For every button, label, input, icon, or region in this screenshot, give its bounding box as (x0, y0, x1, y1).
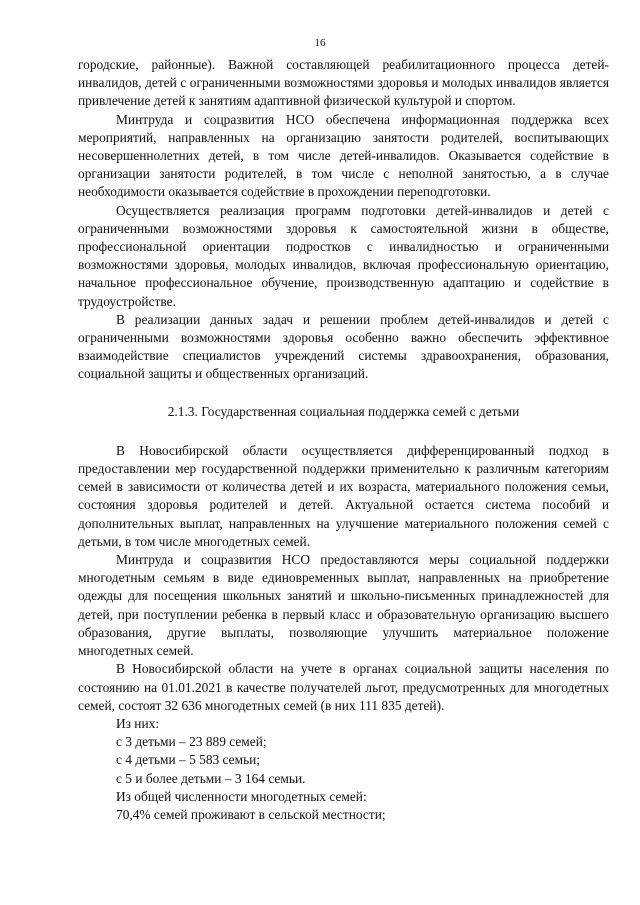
page-number: 16 (314, 37, 326, 49)
paragraph-social-support-measures: Минтруда и соцразвития НСО предоставляются меры социальной поддержки многодетным семьям в виде единовременных выплат, направленных на приобретение одежды для посещения школьных занятий и школьно-письменных принадлежностей для детей, при поступлении ребенка в первый класс и образовательную организацию высшего образования, другие выплаты, позволяющие улучшить материальное положение многодетных семей. (78, 552, 609, 659)
paragraph-info-support: Минтруда и соцразвития НСО обеспечена информационная поддержка всех мероприятий, направленных на организацию занятости родителей, воспитывающих несовершеннолетних детей, в том числе детей-инвалидов. Оказывается содействие в организации занятости родителей, в том числе с неполной занятостью, а в случае необходимости оказывается содействие в прохождении переподготовки. (78, 111, 609, 200)
list-line: с 4 детьми – 5 583 семьи; (116, 752, 261, 768)
paragraph-training-programs: Осуществляется реализация программ подготовки детей-инвалидов и детей с ограниченными возможностями здоровья к самостоятельной жизни в обществе, профессиональной ориентации подростков с инвалидностью и ограниченными возможностями здоровья, молодых инвалидов, включая профессиональную ориентацию, начальное профессиональное обучение, производственную адаптацию и содействие в трудоустройстве. (78, 202, 609, 309)
paragraph-registered-families: В Новосибирской области на учете в органах социальной защиты населения по состоянию на 01.01.2021 в качестве получателей льгот, предусмотренных для многодетных семей, состоят 32 636 многодетных семей (в них 111 835 детей). (78, 661, 609, 713)
section-heading: 2.1.3. Государственная социальная поддержка семей с детьми (167, 403, 520, 419)
paragraph-continuation: городские, районные). Важной составляющей реабилитационного процесса детей-инвалидов, детей с ограниченными возможностями здоровья и молодых инвалидов является привлечение детей к занятиям адаптивной физической культурой и спортом. (78, 57, 609, 109)
paragraph-interaction: В реализации данных задач и решении проблем детей-инвалидов и детей с ограниченными возможностями здоровья особенно важно обеспечить эффективное взаимодействие специалистов учреждений системы здравоохранения, образования, социальной защиты и общественных организаций. (78, 311, 609, 382)
paragraph-differentiated-approach: В Новосибирской области осуществляется дифференцированный подход в предоставлении мер государственной поддержки применительно к различным категориям семей в зависимости от количества детей и их возраста, материального положения семьи, состояния здоровья родителей и детей. Актуальной остается система пособий и дополнительных выплат, направленных на улучшение материального положения семей с детьми, в том числе многодетных семей. (78, 442, 609, 549)
list-line: Из общей численности многодетных семей: (116, 788, 367, 804)
document-body (78, 56, 609, 824)
list-line: с 3 детьми – 23 889 семей; (116, 734, 267, 750)
list-line: 70,4% семей проживают в сельской местности; (116, 806, 386, 822)
list-line: с 5 и более детьми – 3 164 семьи. (116, 770, 306, 786)
list-line: Из них: (116, 715, 160, 731)
